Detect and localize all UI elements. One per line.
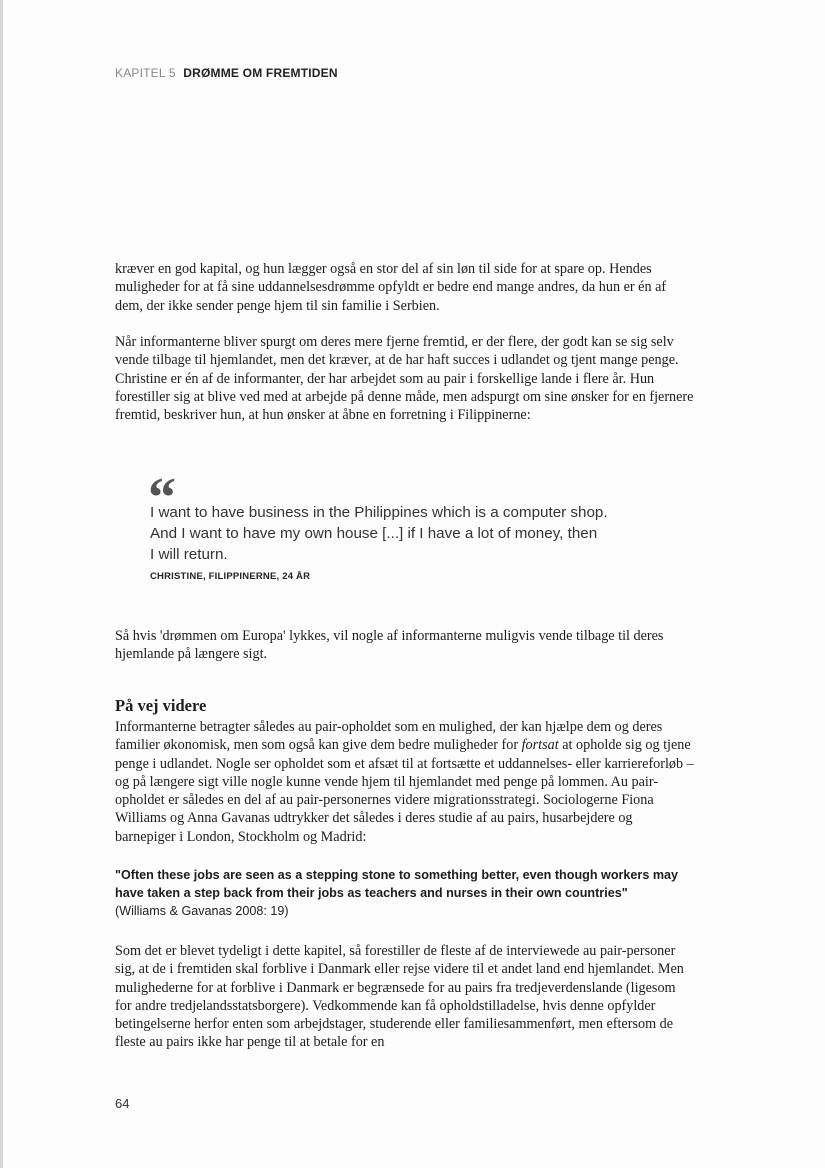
paragraph-4 [115,718,695,846]
block-quote-reference: (Williams & Gavanas 2008: 19) [115,904,289,918]
pull-quote-line: I want to have business in the Philippines which is a computer shop. [150,504,608,521]
paragraph-4-end: at opholde sig og tjene penge i udlandet. Nogle ser opholdet som et afsæt til at fortsætte et uddannelses- eller karriereforløb – og på længere sigt ville nogle kunne vende hjem til hjemlandet med penge på lommen. Au pair-opholdet er således en del af au pair-personernes videre migrationsstrategi. Sociologerne Fiona Williams og Anna Gavanas udtrykker det således i deres studie af au pairs, husarbejdere og barnepiger i London, Stockholm og Madrid: [115,737,694,845]
page-edge [0,0,3,1168]
pull-quote-line: I will return. [150,546,228,563]
page-number: 64 [115,1096,130,1111]
pull-quote [150,502,670,565]
section-heading: På vej videre [115,696,207,715]
emphasis-fortsat: fortsat [521,737,559,754]
paragraph-4-start: Informanterne betragter således au pair-opholdet som en mulighed, der kan hjælpe dem og deres familier økonomisk, men som også kan give dem bedre muligheder for [115,719,663,754]
chapter-label: KAPITEL 5 [115,66,176,80]
block-quote: "Often these jobs are seen as a stepping stone to something better, even though workers may have taken a step back from their jobs as teachers and nurses in their own countries" [115,868,679,900]
paragraph-2: Når informanterne bliver spurgt om deres mere fjerne fremtid, er der flere, der godt kan se sig selv vende tilbage til hjemlandet, men det kræver, at de har haft succes i udlandet og tjent mange penge. Christine er én af de informanter, der har arbejdet som au pair i forskellige lande i flere år. Hun forestiller sig at blive ved med at arbejde på denne måde, men adspurgt om sine ønsker for en fjernere fremtid, beskriver hun, at hun ønsker at åbne en forretning i Filippinerne: [115,334,694,424]
paragraph-3: Så hvis 'drømmen om Europa' lykkes, vil nogle af informanterne muligvis vende tilbage til deres hjemlande på længere sigt. [115,628,664,663]
quote-attribution: CHRISTINE, FILIPPINERNE, 24 ÅR [150,571,311,582]
pull-quote-line: And I want to have my own house [...] if I have a lot of money, then [150,525,598,542]
quote-mark-icon: “ [148,467,176,529]
running-header [115,66,338,80]
paragraph-5: Som det er blevet tydeligt i dette kapitel, så forestiller de fleste af de interviewede au pair-personer sig, at de i fremtiden skal forblive i Danmark eller rejse videre til et andet land end hjemlandet. Men mulighederne for at forblive i Danmark er begrænsede for au pairs fra tredjeverdenslande (ligesom for andre tredjelandsstatsborgere). Vedkommende kan få opholdstilladelse, hvis denne opfylder betingelserne herfor enten som arbejdstager, studerende eller familiesammenført, men eftersom de fleste au pairs ikke har penge til at betale for en [115,943,684,1051]
paragraph-1: kræver en god kapital, og hun lægger også en stor del af sin løn til side for at spare op. Hendes muligheder for at få sine uddannelsesdrømme opfyldt er bedre end mange andres, da hun er én af dem, der ikke sender penge hjem til sin familie i Serbien. [115,261,667,314]
chapter-title: DRØMME OM FREMTIDEN [183,66,338,80]
